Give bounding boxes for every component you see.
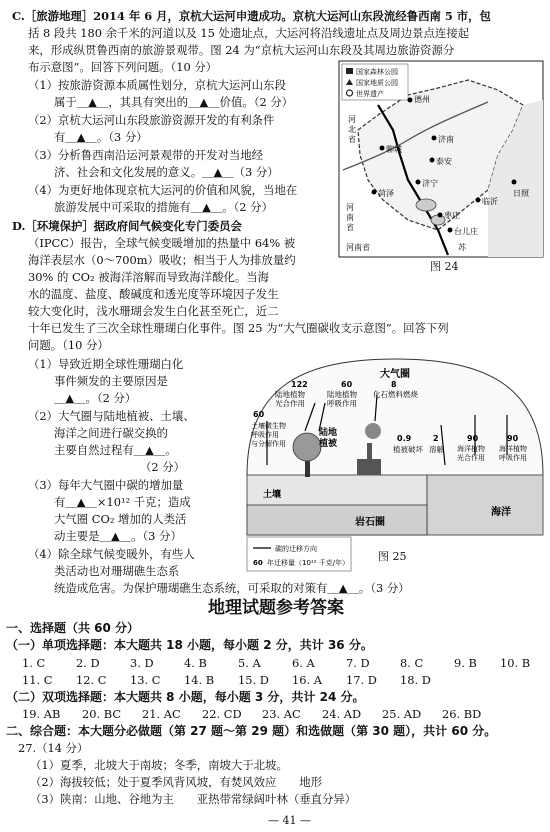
svg-text:60: 60	[253, 410, 265, 419]
svg-text:2: 2	[433, 434, 439, 443]
svg-text:光合作用: 光合作用	[457, 454, 485, 462]
legend-heritage: 世界遗产	[356, 90, 384, 98]
answers-part2: 二、综合题：本大题分必做题（第 27 题～第 29 题）和选做题（第 30 题），共计 60 分。	[6, 724, 497, 738]
svg-text:土壤微生物: 土壤微生物	[251, 422, 286, 430]
city-jining: 济宁	[422, 179, 438, 188]
figure-25-caption: 图 25	[378, 550, 407, 563]
svg-text:122: 122	[291, 380, 308, 389]
svg-text:0.9: 0.9	[397, 434, 412, 443]
section-d-line: 问题。（10 分）	[28, 338, 109, 352]
section-c-line: 来，形成纵贯鲁西南的旅游景观带。图 24 为“京杭大运河山东段及其周边旅游资源分	[28, 43, 455, 57]
section-d-line: 水的温度、盐度、酸碱度和透光度等环境因子发生	[28, 287, 279, 301]
page-number: — 41 —	[268, 814, 311, 827]
svg-text:河: 河	[346, 203, 354, 212]
section-d-question: 主要自然过程有＿▲＿。	[54, 443, 177, 457]
svg-text:碳的迁移方向: 碳的迁移方向	[275, 545, 317, 553]
city-liaocheng: 聊城	[386, 145, 402, 154]
section-d-question: 海洋之间进行碳交换的	[54, 426, 168, 440]
section-d-question: 统造成危害。为保护珊瑚礁生态系统，可采取的对策有＿▲＿。（3 分）	[54, 581, 410, 595]
soil-label: 土壤	[263, 490, 282, 500]
svg-text:溶解: 溶解	[429, 445, 444, 454]
figure-24-caption: 图 24	[430, 260, 459, 273]
legend-forest: 国家森林公园	[356, 68, 398, 76]
city-linyi: 临沂	[482, 197, 498, 206]
section-d-line: 30% 的 CO₂ 被海洋溶解而导致海洋酸化。当海	[28, 270, 270, 284]
svg-text:陆地植物: 陆地植物	[327, 390, 357, 399]
answers-title: 地理试题参考答案	[208, 598, 344, 618]
section-d-line: （IPCC）报告，全球气候变暖增加的热量中 64% 被	[28, 236, 296, 250]
section-c-question: 有＿▲＿。（3 分）	[54, 130, 148, 144]
section-d-line: 较大变化时，浅水珊瑚会发生白化甚至死亡，近二	[28, 304, 279, 318]
section-c-question: 济、社会和文化发展的意义。＿▲＿（3 分）	[54, 165, 279, 179]
q27-header: 27.（14 分）	[18, 741, 89, 755]
svg-text:60: 60	[253, 559, 263, 567]
section-d-question: （2）大气圈与陆地植被、土壤、	[28, 409, 195, 423]
city-zaozhuang: 枣庄	[444, 211, 460, 220]
svg-text:植被破坏: 植被破坏	[393, 445, 423, 454]
city-heze: 菏泽	[378, 189, 394, 198]
section-d-question: （2 分）	[140, 460, 186, 474]
city-dezhou: 德州	[414, 95, 430, 104]
section-d-question: ＿▲＿。（2 分）	[54, 391, 137, 405]
svg-text:省: 省	[346, 223, 354, 232]
svg-text:河南省: 河南省	[346, 243, 370, 252]
section-c-question: 属于＿▲＿，其具有突出的＿▲＿价值。（2 分）	[54, 95, 294, 109]
exam-page: C.［旅游地理］2014 年 6 月，京杭大运河申遗成功。京杭大运河山东段流经鲁西南 5 市，包 括 8 段共 180 余千米的河道以及 15 处遗址点，大运河将沿线遗址点及周边景点连接起 来，形成纵贯鲁西南的旅游景观带。图 24 为“京杭大运河山东段及其周边旅游资源分 布示意图”。回答下列问题。（10 分） （1）按旅游资源本质属性划分，京杭大运河山东段 属于＿▲＿，其具有突出的＿▲＿价值。（2 分） （2）京杭大运河山东段旅游资源开发的有利条件 有＿▲＿。（3 分） （3）分析鲁西南沿运河景观带的开发对当地经 济、社会和文化发展的意义。＿▲＿（3 分） （4）为更好地体现京杭大运河的价值和风貌，当地在 旅游发展中可采取的措施有＿▲＿。（2 分） 国家森林公园 国家地质公园 世界遗产 德州 聊城 济南 泰安 菏泽 济宁 枣庄 台儿庄 日照 临沂 河 北 省 河 南 省 苏 河南省 图 24 D.［环境保护］据政府间气候变化专门委员会 （IPCC）报告，全球气候变暖增加的热量中 64% 被 海洋表层水（0～700m）吸收；相当于人为排放量约 30% 的 CO₂ 被海洋溶解而导致海洋酸化。当海 水的温度、盐度、酸碱度和透光度等环境因子发生 较大变化时，浅水珊瑚会发生白化甚至死亡，近二 十年已发生了三次全球性珊瑚白化事件。图 25 为“大气圈碳收支示意图”。回答下列 问题。（10 分） （1）导致近期全球性珊瑚白化 事件频发的主要原因是 ＿▲＿。（2 分） （2）大气圈与陆地植被、土壤、 海洋之间进行碳交换的 主要自然过程有＿▲＿。 （2 分） （3）每年大气圈中碳的增加量 有＿▲＿×10¹² 千克；造成 大气圈 CO₂ 增加的人类活 动主要是＿▲＿。（3 分） （4）除全球气候变暖外，有些人 类活动也对珊瑚礁生态系 统造成危害。为保护珊瑚礁生态系统，可采取的对策有＿▲＿。（3 分） 大气圈 土壤 岩石圈 海洋 陆地 植被 122 陆地植物 光合作用 60 陆地植物 呼吸作用 8 化石燃料燃烧 60 土壤微生物 呼吸作用 与分解作用 0.9 植被破坏 2 溶解 90 海洋植物 光合作用 90 海洋植物 呼吸作用 碳的迁移方向 60 年迁移量（10¹² 千克/年） 图 25 地理试题参考答案 一、选择题（共 60 分） （一）单项选择题：本大题共 18 小题，每小题 2 分，共计 36 分。 1. C 2. D 3. D 4. B 5. A 6. A 7. D 8. C 9. B 10. B 11. C 12. C 13. C 14. B 15. D 16. A 17. D 18. D （二）双项选择题：本大题共 8 小题，每小题 3 分，共计 24 分。 19. AB 20. BC 21. AC 22. CD 23. AC 24. AD 25. AD 26. BD 二、综合题：本大题分必做题（第 27 题～第 29 题）和选做题（第 30 题），共计 60 分。 27.（14 分） （1）夏季，北坡大于南坡；冬季，南坡大于北坡。 （2）海拔较低；处于夏季风背风坡，有焚风效应 地形 （3）陕南：山地、谷地为主 亚热带常绿阔叶林（垂直分异） — 41 —	[0, 0, 550, 832]
single-choice-header: （一）单项选择题：本大题共 18 小题，每小题 2 分，共计 36 分。	[6, 638, 373, 652]
section-c-question: （4）为更好地体现京杭大运河的价值和风貌，当地在	[28, 183, 298, 197]
section-c-line: 括 8 段共 180 余千米的河道以及 15 处遗址点，大运河将沿线遗址点及周边景点连接起	[28, 26, 470, 40]
svg-text:90: 90	[467, 434, 479, 443]
section-d-question: 大气圈 CO₂ 增加的人类活	[54, 512, 187, 526]
section-c-question: （3）分析鲁西南沿运河景观带的开发对当地经	[28, 148, 264, 162]
svg-text:植被: 植被	[319, 439, 338, 449]
rock-label: 岩石圈	[355, 517, 385, 528]
svg-text:省: 省	[348, 135, 356, 144]
svg-text:海洋植物: 海洋植物	[457, 445, 485, 453]
section-c-line: 布示意图”。回答下列问题。（10 分）	[28, 60, 218, 74]
city-taierzhuang: 台儿庄	[454, 227, 478, 236]
svg-text:苏: 苏	[458, 243, 466, 252]
double-choice-header: （二）双项选择题：本大题共 8 小题，每小题 3 分，共计 24 分。	[6, 690, 365, 704]
svg-text:河: 河	[348, 115, 356, 124]
svg-text:年迁移量（10¹² 千克/年）: 年迁移量（10¹² 千克/年）	[267, 559, 350, 567]
section-d-question: 动主要是＿▲＿。（3 分）	[54, 529, 182, 543]
legend-geo: 国家地质公园	[356, 79, 398, 87]
city-taian: 泰安	[436, 157, 452, 166]
section-d-line: D.［环境保护］据政府间气候变化专门委员会	[12, 219, 242, 233]
svg-text:南: 南	[346, 213, 354, 222]
svg-text:8: 8	[391, 380, 397, 389]
svg-text:与分解作用: 与分解作用	[251, 440, 286, 448]
svg-text:呼吸作用: 呼吸作用	[499, 454, 527, 462]
svg-text:海洋植物: 海洋植物	[499, 445, 527, 453]
city-rizhao: 日照	[513, 189, 529, 198]
section-c-question: （1）按旅游资源本质属性划分，京杭大运河山东段	[28, 78, 286, 92]
svg-text:北: 北	[348, 125, 356, 134]
land-veg-label: 陆地	[319, 428, 338, 438]
section-d-question: 类活动也对珊瑚礁生态系	[54, 564, 180, 578]
carbon-cycle-diagram	[245, 355, 545, 573]
svg-text:陆地植物: 陆地植物	[275, 390, 305, 399]
section-c-question: （2）京杭大运河山东段旅游资源开发的有利条件	[28, 113, 275, 127]
section-d-line: 海洋表层水（0～700m）吸收；相当于人为排放量约	[28, 253, 296, 267]
section-d-question: （3）每年大气圈中碳的增加量	[28, 478, 184, 492]
svg-text:化石燃料燃烧: 化石燃料燃烧	[373, 390, 418, 399]
ocean-label: 海洋	[491, 507, 511, 518]
section-c-question: 旅游发展中可采取的措施有＿▲＿。（2 分）	[54, 200, 273, 214]
answers-part1: 一、选择题（共 60 分）	[6, 621, 140, 635]
svg-text:90: 90	[507, 434, 519, 443]
atmosphere-label: 大气圈	[380, 369, 410, 380]
section-d-line: 十年已发生了三次全球性珊瑚白化事件。图 25 为“大气圈碳收支示意图”。回答下列	[28, 321, 449, 335]
svg-text:60: 60	[341, 380, 353, 389]
section-d-question: 事件频发的主要原因是	[54, 374, 168, 388]
svg-text:呼吸作用: 呼吸作用	[251, 431, 279, 439]
city-jinan: 济南	[438, 135, 454, 144]
section-d-question: （1）导致近期全球性珊瑚白化	[28, 357, 184, 371]
svg-text:光合作用: 光合作用	[275, 399, 305, 408]
section-d-question: （4）除全球气候变暖外，有些人	[28, 547, 195, 561]
forest-park-icon	[346, 68, 353, 74]
svg-text:呼吸作用: 呼吸作用	[327, 399, 357, 408]
map-figure-24	[338, 60, 544, 258]
section-c-line: C.［旅游地理］2014 年 6 月，京杭大运河申遗成功。京杭大运河山东段流经鲁西南 5 市，包	[12, 9, 491, 23]
section-d-question: 有＿▲＿×10¹² 千克；造成	[54, 495, 191, 509]
